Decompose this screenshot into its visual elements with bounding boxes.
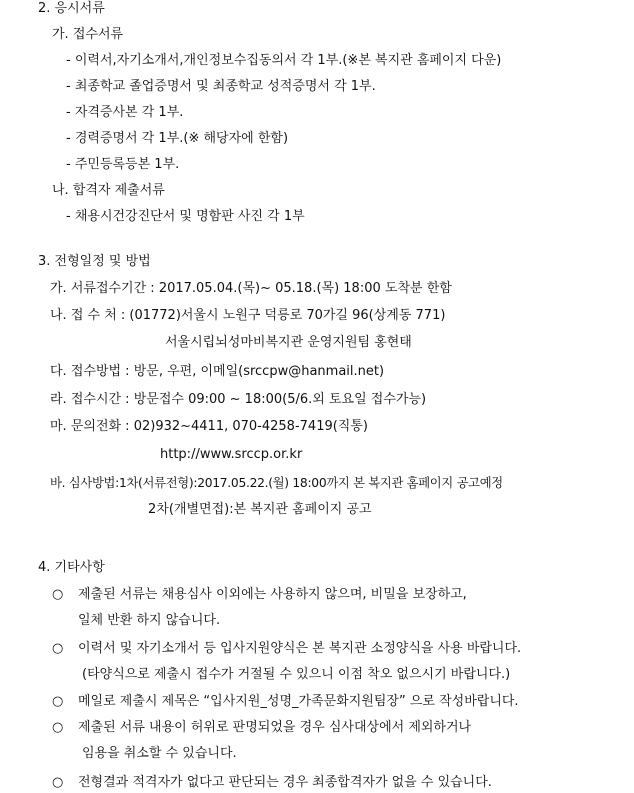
list-item: - 최종학교 졸업증명서 및 최종학교 성적증명서 각 1부. (66, 79, 376, 94)
section-3-title: 3. 전형일정 및 방법 (38, 254, 151, 269)
list-item: - 경력증명서 각 1부.(※ 해당자에 한함) (66, 131, 289, 146)
schedule-row: 다. 접수방법 : 방문, 우편, 이메일(srccpw@hanmail.net) (50, 364, 385, 379)
schedule-row: 2차(개별면접):본 복지관 홈페이지 공고 (148, 502, 372, 517)
bullet-icon: ○ (52, 641, 64, 656)
note-item: 제출된 서류는 채용심사 이외에는 사용하지 않으며, 비밀을 보장하고, (78, 587, 467, 602)
list-item: - 자격증사본 각 1부. (66, 105, 184, 120)
schedule-row: 바. 심사방법:1차(서류전형):2017.05.22.(월) 18:00까지 본 복지관 홈페이지 공고예정 (50, 476, 503, 490)
website-link[interactable]: http://www.srccp.or.kr (160, 447, 303, 462)
note-item: 제출된 서류 내용이 허위로 판명되었을 경우 심사대상에서 제외하거나 (78, 720, 472, 735)
list-item: - 채용시건강진단서 및 명함판 사진 각 1부 (66, 209, 305, 224)
list-item: - 이력서,자기소개서,개인정보수집동의서 각 1부.(※본 복지관 홈페이지 다운) (66, 53, 502, 68)
schedule-row: 라. 접수시간 : 방문접수 09:00 ~ 18:00(5/6.외 토요일 접수가능) (50, 392, 427, 407)
section-4-title: 4. 기타사항 (38, 560, 105, 575)
section-2b-label: 나. 합격자 제출서류 (52, 183, 165, 198)
note-item: 이력서 및 자기소개서 등 입사지원양식은 본 복지관 소정양식을 사용 바랍니다. (78, 641, 522, 656)
note-item: 임용을 취소할 수 있습니다. (82, 746, 237, 761)
schedule-row: 나. 접 수 처 : (01772)서울시 노원구 덕릉로 70가길 96(상계동 771) (50, 308, 446, 323)
bullet-icon: ○ (52, 775, 64, 790)
schedule-row: 가. 서류접수기간 : 2017.05.04.(목)~ 05.18.(목) 18:00 도착분 한함 (50, 281, 452, 296)
bullet-icon: ○ (52, 694, 64, 709)
bullet-icon: ○ (52, 720, 64, 735)
schedule-row: 서울시립뇌성마비복지관 운영지원팀 홍현태 (165, 335, 412, 350)
schedule-row: 마. 문의전화 : 02)932~4411, 070-4258-7419(직통) (50, 419, 368, 434)
bullet-icon: ○ (52, 587, 64, 602)
note-item: 전형결과 적격자가 없다고 판단되는 경우 최종합격자가 없을 수 있습니다. (78, 775, 492, 790)
section-2-title: 2. 응시서류 (38, 1, 105, 16)
note-item: (타양식으로 제출시 접수가 거절될 수 있으니 이점 착오 없으시기 바랍니다.) (82, 667, 511, 682)
note-item: 메일로 제출시 제목은 “입사지원_성명_가족문화지원팀장” 으로 작성바랍니다. (78, 694, 519, 709)
section-2a-label: 가. 접수서류 (52, 27, 124, 42)
note-item: 일체 반환 하지 않습니다. (78, 613, 221, 628)
list-item: - 주민등록등본 1부. (66, 157, 180, 172)
